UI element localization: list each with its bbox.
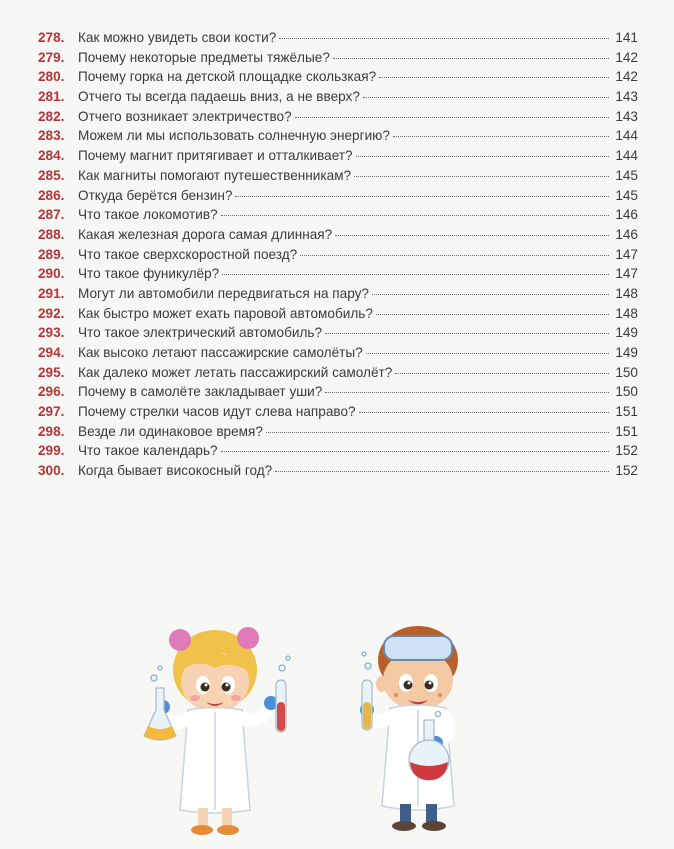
toc-leader-dots (359, 412, 609, 413)
toc-leader-dots (300, 255, 609, 256)
toc-entry[interactable] (38, 109, 638, 129)
toc-leader-dots (354, 176, 609, 177)
toc-leader-dots (221, 215, 609, 216)
toc-page-number: 141 (615, 30, 638, 45)
toc-page-number: 145 (615, 167, 638, 183)
toc-entry[interactable] (38, 50, 638, 70)
toc-entry[interactable] (38, 89, 638, 109)
toc-number: 278. (38, 30, 65, 45)
toc-number: 292. (38, 305, 65, 321)
toc-number: 290. (38, 266, 65, 282)
toc-title: Почему некоторые предметы тяжёлые? (78, 49, 330, 65)
toc-entry[interactable] (38, 345, 638, 365)
toc-page-number: 149 (615, 325, 638, 341)
toc-number: 293. (38, 325, 65, 341)
toc-number: 281. (38, 89, 65, 105)
toc-number: 287. (38, 207, 65, 223)
toc-page-number: 146 (615, 226, 638, 242)
toc-number: 295. (38, 364, 65, 380)
toc-entry[interactable] (38, 306, 638, 326)
toc-title: Когда бывает високосный год? (78, 463, 273, 479)
toc-page-number: 143 (615, 89, 638, 105)
toc-entry[interactable] (38, 443, 638, 463)
toc-leader-dots (363, 97, 609, 98)
toc-leader-dots (222, 274, 609, 275)
toc-title: Могут ли автомобили передвигаться на пару? (78, 285, 369, 301)
toc-entry[interactable] (38, 365, 638, 385)
toc-page-number: 147 (615, 266, 638, 282)
toc-number: 300. (38, 463, 65, 479)
toc-number: 279. (38, 49, 65, 65)
toc-number: 298. (38, 423, 65, 439)
toc-leader-dots (279, 38, 609, 39)
toc-number: 283. (38, 128, 65, 144)
toc-leader-dots (235, 196, 609, 197)
toc-title: Отчего возникает электричество? (78, 108, 292, 124)
toc-entry[interactable] (38, 404, 638, 424)
toc-title: Везде ли одинаковое время? (78, 423, 263, 439)
toc-leader-dots (295, 117, 609, 118)
toc-title: Отчего ты всегда падаешь вниз, а не вверх? (78, 89, 360, 105)
toc-entry[interactable] (38, 188, 638, 208)
toc-leader-dots (335, 235, 609, 236)
toc-page-number: 149 (615, 345, 638, 360)
toc-page-number: 151 (615, 423, 638, 439)
toc-entry[interactable] (38, 266, 638, 286)
toc-entry[interactable] (38, 384, 638, 404)
table-of-contents (38, 30, 638, 483)
toc-leader-dots (325, 333, 609, 334)
toc-page-number: 152 (615, 443, 638, 459)
toc-leader-dots (379, 77, 609, 78)
toc-number: 282. (38, 108, 65, 124)
toc-leader-dots (395, 373, 609, 374)
toc-number: 297. (38, 404, 65, 420)
toc-title: Что такое календарь? (78, 443, 218, 459)
toc-title: Почему горка на детской площадке скользкая? (78, 69, 377, 85)
toc-entry[interactable] (38, 168, 638, 188)
toc-entry[interactable] (38, 207, 638, 227)
toc-page-number: 142 (615, 69, 638, 85)
toc-entry[interactable] (38, 247, 638, 267)
toc-title: Что такое локомотив? (78, 207, 218, 223)
toc-number: 286. (38, 187, 65, 203)
toc-title: Что такое сверхскоростной поезд? (78, 246, 298, 262)
kids-scientists-illustration (130, 610, 510, 845)
toc-number: 296. (38, 384, 65, 400)
toc-page-number: 150 (615, 384, 638, 400)
toc-number: 289. (38, 246, 65, 262)
boy-scientist-icon (360, 626, 458, 831)
toc-page-number: 144 (615, 148, 638, 164)
toc-page-number: 144 (615, 128, 638, 144)
toc-leader-dots (366, 353, 609, 354)
toc-title: Как быстро может ехать паровой автомобиль? (78, 305, 373, 321)
toc-entry[interactable] (38, 463, 638, 483)
toc-leader-dots (266, 432, 609, 433)
toc-title: Что такое фуникулёр? (78, 266, 220, 282)
toc-number: 294. (38, 345, 65, 360)
toc-number: 291. (38, 285, 65, 301)
toc-leader-dots (376, 314, 609, 315)
toc-leader-dots (221, 451, 609, 452)
toc-title: Как магниты помогают путешественникам? (78, 167, 352, 183)
toc-leader-dots (275, 471, 609, 472)
toc-page-number: 146 (615, 207, 638, 223)
toc-page-number: 147 (615, 246, 638, 262)
toc-title: Почему стрелки часов идут слева направо? (78, 404, 356, 420)
toc-page-number: 151 (615, 404, 638, 420)
toc-number: 284. (38, 148, 65, 164)
toc-title: Что такое электрический автомобиль? (78, 325, 323, 341)
girl-scientist-icon (144, 627, 290, 835)
toc-number: 285. (38, 167, 65, 183)
toc-entry[interactable] (38, 227, 638, 247)
toc-number: 299. (38, 443, 65, 459)
toc-title: Как можно увидеть свои кости? (78, 30, 277, 45)
toc-entry[interactable] (38, 128, 638, 148)
toc-entry[interactable] (38, 69, 638, 89)
toc-page-number: 143 (615, 108, 638, 124)
toc-leader-dots (333, 58, 609, 59)
toc-page-number: 148 (615, 285, 638, 301)
toc-leader-dots (356, 156, 609, 157)
toc-title: Почему магнит притягивает и отталкивает? (78, 148, 353, 164)
toc-entry[interactable] (38, 286, 638, 306)
toc-page-number: 150 (615, 364, 638, 380)
toc-entry[interactable] (38, 325, 638, 345)
toc-page-number: 142 (615, 49, 638, 65)
toc-page-number: 145 (615, 187, 638, 203)
toc-title: Какая железная дорога самая длинная? (78, 226, 333, 242)
toc-leader-dots (325, 392, 609, 393)
toc-page-number: 148 (615, 305, 638, 321)
toc-title: Почему в самолёте закладывает уши? (78, 384, 323, 400)
toc-title: Можем ли мы использовать солнечную энергию? (78, 128, 390, 144)
toc-entry[interactable] (38, 148, 638, 168)
toc-entry[interactable] (38, 30, 638, 50)
toc-title: Откуда берётся бензин? (78, 187, 233, 203)
toc-page-number: 152 (615, 463, 638, 479)
toc-number: 280. (38, 69, 65, 85)
toc-title: Как высоко летают пассажирские самолёты? (78, 345, 363, 360)
toc-leader-dots (372, 294, 609, 295)
toc-title: Как далеко может летать пассажирский самолёт? (78, 364, 393, 380)
toc-leader-dots (393, 136, 609, 137)
toc-entry[interactable] (38, 424, 638, 444)
toc-number: 288. (38, 226, 65, 242)
